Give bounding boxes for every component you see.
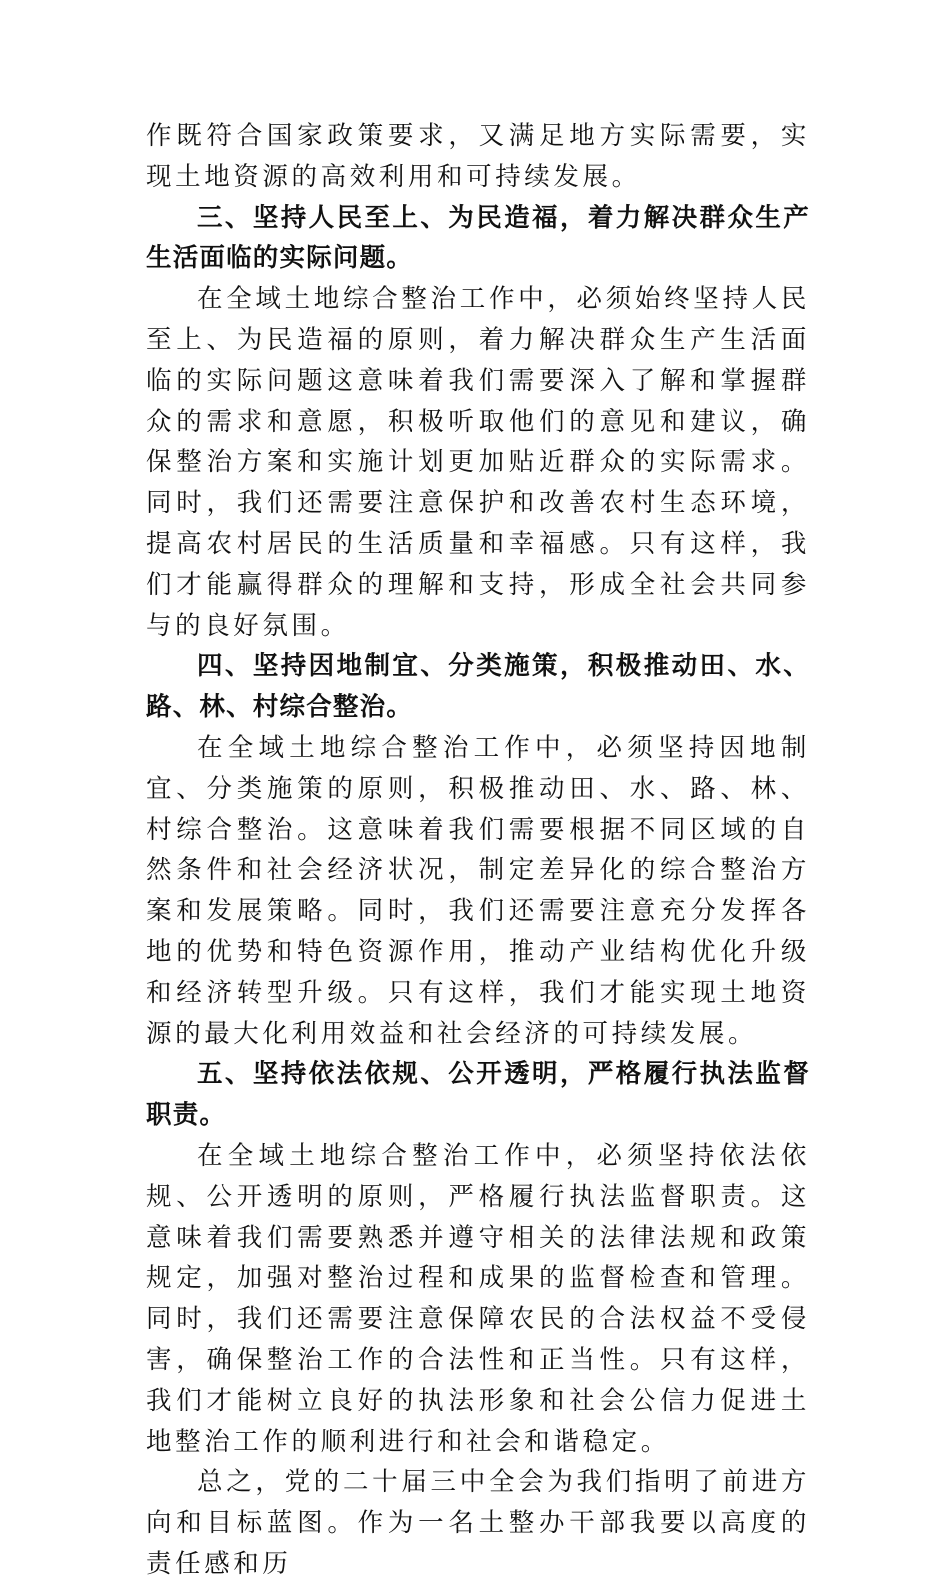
section-3-heading: 三、坚持人民至上、为民造福，着力解决群众生产生活面临的实际问题。 (146, 202, 810, 274)
paragraph-conclusion: 总之，党的二十届三中全会为我们指明了前进方向和目标蓝图。作为一名土整办干部我要以高度的责任感和历 (146, 1467, 810, 1579)
section-3-body: 在全域土地综合整治工作中，必须始终坚持人民至上、为民造福的原则，着力解决群众生产生活面临的实际问题这意味着我们需要深入了解和掌握群众的需求和意愿，积极听取他们的意见和建议，确保整治方案和实施计划更加贴近群众的实际需求。同时，我们还需要注意保护和改善农村生态环境，提高农村居民的生活质量和幸福感。只有这样，我们才能赢得群众的理解和支持，形成全社会共同参与的良好氛围。 (146, 284, 810, 641)
document-page (146, 116, 810, 1585)
section-4-body: 在全域土地综合整治工作中，必须坚持因地制宜、分类施策的原则，积极推动田、水、路、林、村综合整治。这意味着我们需要根据不同区域的自然条件和社会经济状况，制定差异化的综合整治方案和发展策略。同时，我们还需要注意充分发挥各地的优势和特色资源作用，推动产业结构优化升级和经济转型升级。只有这样，我们才能实现土地资源的最大化利用效益和社会经济的可持续发展。 (146, 732, 810, 1049)
paragraph-intro-continuation: 作既符合国家政策要求，又满足地方实际需要，实现土地资源的高效利用和可持续发展。 (146, 121, 810, 192)
section-5-body: 在全域土地综合整治工作中，必须坚持依法依规、公开透明的原则，严格履行执法监督职责。这意味着我们需要熟悉并遵守相关的法律法规和政策规定，加强对整治过程和成果的监督检查和管理。同时，我们还需要注意保障农民的合法权益不受侵害，确保整治工作的合法性和正当性。只有这样，我们才能树立良好的执法形象和社会公信力促进土地整治工作的顺利进行和社会和谐稳定。 (146, 1140, 810, 1457)
section-4-heading: 四、坚持因地制宜、分类施策，积极推动田、水、路、林、村综合整治。 (146, 651, 810, 723)
section-5-heading: 五、坚持依法依规、公开透明，严格履行执法监督职责。 (146, 1059, 810, 1131)
